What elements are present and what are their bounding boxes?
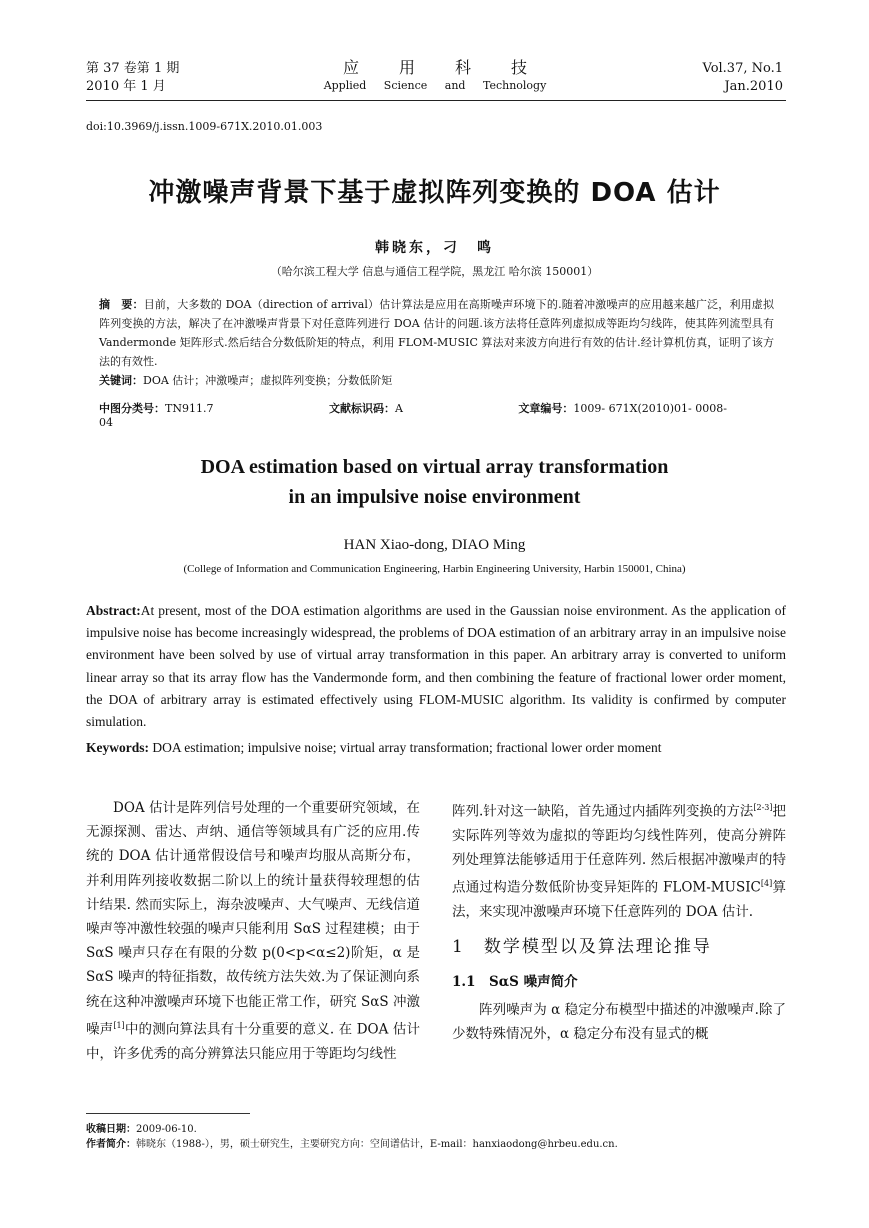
citation-1[interactable]: [1] <box>113 1020 125 1030</box>
affiliation-cn: （哈尔滨工程大学 信息与通信工程学院，黑龙江 哈尔滨 150001） <box>270 265 599 278</box>
header-left <box>86 60 179 96</box>
document-code: 文献标识码：A <box>328 402 403 415</box>
keywords-cn-text: DOA 估计；冲激噪声；虚拟阵列变换；分数低阶矩 <box>143 374 393 387</box>
article-number: 文章编号：1009- 671X(2010)01- 0008- 04 <box>99 402 727 429</box>
subsection-heading-1-1: 1.1 SαS 噪声简介 <box>452 974 578 991</box>
header-right <box>703 60 784 96</box>
section-1-paragraph: 阵列噪声为 α 稳定分布模型中描述的冲激噪声.除了少数特殊情况外，α 稳定分布没有显式的概 <box>452 1002 786 1043</box>
section-heading-1: 1 数学模型以及算法理论推导 <box>452 937 712 958</box>
keywords-en <box>86 740 786 756</box>
title-en-line2: in an impulsive noise environment <box>288 486 581 508</box>
keywords-en-label: Keywords: <box>86 740 149 755</box>
affiliation-en: (College of Information and Communication Engineering, Harbin Engineering University, Harbin 150001, China) <box>183 563 686 575</box>
received-date: 收稿日期：2009-06-10. <box>86 1124 197 1135</box>
citation-4[interactable]: [4] <box>760 879 773 889</box>
classification-row <box>99 400 774 429</box>
body-column-left <box>86 796 420 1066</box>
clc-number: 中图分类号：TN911.7 <box>99 402 214 415</box>
date-cn: 2010 年 1 月 <box>86 79 166 94</box>
abstract-en <box>86 600 786 733</box>
volume-issue-cn: 第 37 卷第 1 期 <box>86 61 180 76</box>
body-column-right <box>452 796 786 1047</box>
intro-paragraph: DOA 估计是阵列信号处理的一个重要研究领域，在无源探测、雷达、声纳、通信等领域具有广泛的应用.传统的 DOA 估计通常假设信号和噪声均服从高斯分布，并利用阵列接收数据二阶以上的统计量获得较理想的估计结果. 然而实际上，海杂波噪声、大气噪声、无线信道噪声等冲激性较强的噪声只能利用 SαS 过程建模；由于 SαS 噪声只存在有限的分数 p(0<p<α≤2)阶矩，α 是 SαS 噪声的特征指数，故传统方法失效.为了保证测向系统在这种冲激噪声环境下也能正常工作，研究 SαS 冲激噪声[1]中的测向算法具有十分重要的意义. 在 DOA 估计中，许多优秀的高分辨算法只能应用于等距均匀线性 <box>86 800 421 1062</box>
header-rule <box>86 100 786 101</box>
title-en <box>0 452 869 512</box>
date-en: Jan.2010 <box>724 79 783 94</box>
citation-2-3[interactable]: [2-3] <box>753 803 773 812</box>
abstract-en-label: Abstract: <box>86 603 141 618</box>
footnote-rule <box>86 1113 250 1114</box>
abstract-cn-text: 目前，大多数的 DOA（direction of arrival）估计算法是应用在高斯噪声环境下的.随着冲激噪声的应用越来越广泛，利用虚拟阵列变换的方法，解决了在冲激噪声背景下对任意阵列进行 DOA 估计的问题.该方法将任意阵列虚拟成等距均匀线阵，使其阵列流型具有 Vandermonde 矩阵形式.然后结合分数低阶矩的特点，利用 FLOM-MUSIC 算法对来波方向进行有效的估计.经计算机仿真，证明了该方法的有效性. <box>99 298 774 368</box>
doi: doi:10.3969/j.issn.1009-671X.2010.01.003 <box>86 120 323 133</box>
authors-cn: 韩晓东，刁 鸣 <box>375 240 494 256</box>
authors-en: HAN Xiao-dong, DIAO Ming <box>343 537 526 553</box>
journal-name-cn: 应用科技 <box>342 58 567 77</box>
abstract-en-text: At present, most of the DOA estimation algorithms are used in the Gaussian noise environment. As the application of impulsive noise has become increasingly widespread, the problems of DOA estimation of an arbitrary array in an impulsive noise environment have been solved by use of virtual array transformation in this paper. An arbitrary array is converted to uniform linear array so that its array flow has the Vandermonde form, and then combining the feature of fractional lower order moment, the DOA of arbitrary array is estimated effectively using FLOM-MUSIC algorithm. Its validity is confirmed by computer simulation. <box>86 603 786 730</box>
journal-name-en: Applied Science and Technology <box>323 79 547 92</box>
title-en-line1: DOA estimation based on virtual array transformation <box>200 456 669 478</box>
keywords-cn-label: 关键词： <box>99 374 143 387</box>
abstract-cn-label: 摘 要： <box>99 298 144 311</box>
journal-name <box>300 58 570 94</box>
author-bio: 作者简介：韩晓东（1988-），男，硕士研究生，主要研究方向：空间谱估计，E-mail：hanxiaodong@hrbeu.edu.cn. <box>86 1139 618 1150</box>
volume-en: Vol.37, No.1 <box>702 61 783 76</box>
title-cn: 冲激噪声背景下基于虚拟阵列变换的 DOA 估计 <box>148 178 721 208</box>
footnote <box>86 1122 618 1152</box>
keywords-en-text: DOA estimation; impulsive noise; virtual array transformation; fractional lower order moment <box>152 740 662 755</box>
intro-paragraph-continued: 阵列.针对这一缺陷，首先通过内插阵列变换的方法[2-3]把实际阵列等效为虚拟的等距均匀线性阵列，使高分辨阵列处理算法能够适用于任意阵列. 然后根据冲激噪声的特点通过构造分数低阶协变异矩阵的 FLOM-MUSIC[4]算法，来实现冲激噪声环境下任意阵列的 DOA 估计. <box>452 803 787 920</box>
abstract-cn <box>99 295 774 390</box>
